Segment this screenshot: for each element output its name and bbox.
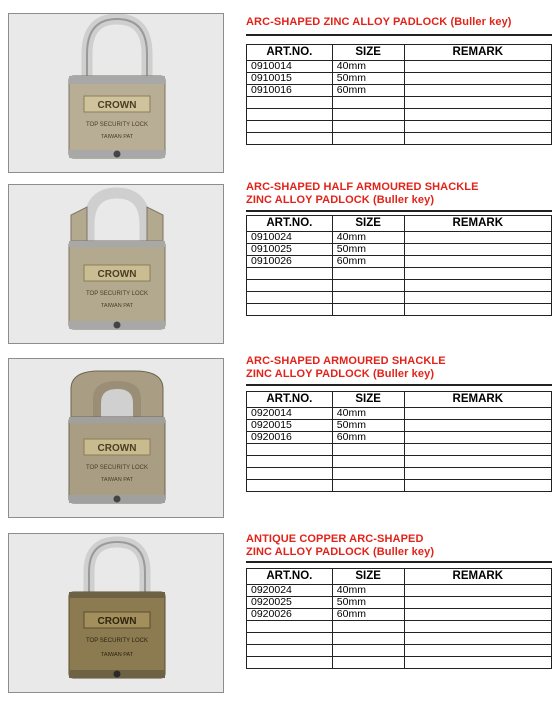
table-row — [247, 244, 552, 256]
table-header-row — [247, 569, 552, 585]
table-row — [247, 232, 552, 244]
remark-cell — [404, 585, 551, 597]
table-row — [247, 85, 552, 97]
title-line-1: ANTIQUE COPPER ARC-SHAPED — [246, 533, 424, 545]
header-remark: REMARK — [404, 569, 551, 585]
remark-cell — [404, 657, 551, 669]
spec-table — [246, 44, 552, 145]
svg-text:TAIWAN PAT: TAIWAN PAT — [100, 477, 134, 483]
title-line-2: ZINC ALLOY PADLOCK (Buller key) — [246, 546, 435, 558]
table-row — [247, 597, 552, 609]
art-no-cell — [247, 657, 333, 669]
table-row — [247, 73, 552, 85]
remark-cell — [404, 133, 551, 145]
table-header-row — [247, 216, 552, 232]
remark-cell — [404, 121, 551, 133]
art-no-cell — [247, 480, 333, 492]
table-row — [247, 480, 552, 492]
size-cell — [332, 633, 404, 645]
art-no-cell: 0920026 — [247, 609, 333, 621]
remark-cell — [404, 244, 551, 256]
art-no-cell — [247, 292, 333, 304]
art-no-cell — [247, 133, 333, 145]
svg-text:TAIWAN PAT: TAIWAN PAT — [100, 303, 134, 309]
size-cell: 50mm — [332, 420, 404, 432]
svg-text:TOP SECURITY LOCK: TOP SECURITY LOCK — [85, 122, 149, 128]
table-row — [247, 121, 552, 133]
svg-text:CROWN: CROWN — [97, 269, 137, 280]
remark-cell — [404, 456, 551, 468]
title-line-1: ARC-SHAPED ZINC ALLOY PADLOCK (Buller key) — [246, 16, 512, 28]
header-size: SIZE — [332, 392, 404, 408]
art-no-cell — [247, 444, 333, 456]
table-row — [247, 97, 552, 109]
svg-text:TOP SECURITY LOCK: TOP SECURITY LOCK — [85, 291, 149, 297]
table-row — [247, 408, 552, 420]
svg-text:TOP SECURITY LOCK: TOP SECURITY LOCK — [85, 465, 149, 471]
remark-cell — [404, 109, 551, 121]
size-cell — [332, 304, 404, 316]
table-row — [247, 133, 552, 145]
art-no-cell: 0910025 — [247, 244, 333, 256]
art-no-cell — [247, 268, 333, 280]
size-cell: 50mm — [332, 244, 404, 256]
art-no-cell: 0910014 — [247, 61, 333, 73]
size-cell — [332, 621, 404, 633]
product-title — [246, 16, 551, 29]
art-no-cell: 0910015 — [247, 73, 333, 85]
header-art-no: ART.NO. — [247, 216, 333, 232]
table-row — [247, 585, 552, 597]
title-line-2: ZINC ALLOY PADLOCK (Buller key) — [246, 368, 435, 380]
size-cell: 60mm — [332, 609, 404, 621]
art-no-cell: 0910026 — [247, 256, 333, 268]
remark-cell — [404, 61, 551, 73]
remark-cell — [404, 408, 551, 420]
product-title — [246, 533, 551, 559]
table-row — [247, 468, 552, 480]
product-title — [246, 355, 551, 381]
size-cell — [332, 109, 404, 121]
table-row — [247, 621, 552, 633]
art-no-cell: 0910024 — [247, 232, 333, 244]
remark-cell — [404, 232, 551, 244]
table-header-row — [247, 392, 552, 408]
remark-cell — [404, 420, 551, 432]
table-row — [247, 633, 552, 645]
padlock-image — [9, 185, 223, 343]
title-rule — [246, 34, 552, 36]
header-remark: REMARK — [404, 216, 551, 232]
svg-text:TAIWAN PAT: TAIWAN PAT — [100, 134, 134, 140]
art-no-cell — [247, 304, 333, 316]
size-cell: 40mm — [332, 61, 404, 73]
remark-cell — [404, 85, 551, 97]
art-no-cell: 0920025 — [247, 597, 333, 609]
art-no-cell — [247, 621, 333, 633]
remark-cell — [404, 432, 551, 444]
art-no-cell — [247, 633, 333, 645]
header-remark: REMARK — [404, 45, 551, 61]
title-rule — [246, 561, 552, 563]
size-cell: 50mm — [332, 597, 404, 609]
spec-table — [246, 215, 552, 316]
art-no-cell: 0920015 — [247, 420, 333, 432]
lock-brand-text: CROWN — [97, 100, 137, 111]
art-no-cell — [247, 109, 333, 121]
remark-cell — [404, 73, 551, 85]
remark-cell — [404, 597, 551, 609]
art-no-cell — [247, 97, 333, 109]
art-no-cell — [247, 280, 333, 292]
padlock-image — [9, 534, 223, 692]
title-line-2: ZINC ALLOY PADLOCK (Buller key) — [246, 194, 435, 206]
art-no-cell: 0910016 — [247, 85, 333, 97]
table-row — [247, 256, 552, 268]
remark-cell — [404, 97, 551, 109]
size-cell — [332, 121, 404, 133]
padlock-image — [9, 14, 223, 172]
remark-cell — [404, 609, 551, 621]
remark-cell — [404, 292, 551, 304]
header-art-no: ART.NO. — [247, 392, 333, 408]
size-cell: 40mm — [332, 232, 404, 244]
art-no-cell: 0920014 — [247, 408, 333, 420]
svg-text:CROWN: CROWN — [97, 443, 137, 454]
header-art-no: ART.NO. — [247, 569, 333, 585]
table-row — [247, 109, 552, 121]
table-row — [247, 420, 552, 432]
table-row — [247, 444, 552, 456]
table-row — [247, 292, 552, 304]
spec-table — [246, 391, 552, 492]
size-cell: 60mm — [332, 432, 404, 444]
art-no-cell — [247, 468, 333, 480]
size-cell — [332, 468, 404, 480]
svg-text:TOP SECURITY LOCK: TOP SECURITY LOCK — [85, 638, 149, 644]
art-no-cell — [247, 121, 333, 133]
art-no-cell — [247, 456, 333, 468]
size-cell — [332, 657, 404, 669]
table-row — [247, 609, 552, 621]
svg-text:CROWN: CROWN — [97, 616, 137, 627]
header-size: SIZE — [332, 45, 404, 61]
title-line-1: ARC-SHAPED HALF ARMOURED SHACKLE — [246, 181, 479, 193]
size-cell — [332, 97, 404, 109]
remark-cell — [404, 304, 551, 316]
size-cell: 40mm — [332, 585, 404, 597]
spec-table — [246, 568, 552, 669]
title-line-1: ARC-SHAPED ARMOURED SHACKLE — [246, 355, 446, 367]
size-cell: 40mm — [332, 408, 404, 420]
size-cell — [332, 480, 404, 492]
padlock-photo — [8, 533, 224, 693]
remark-cell — [404, 480, 551, 492]
table-header-row — [247, 45, 552, 61]
remark-cell — [404, 256, 551, 268]
remark-cell — [404, 645, 551, 657]
remark-cell — [404, 633, 551, 645]
table-row — [247, 268, 552, 280]
table-row — [247, 456, 552, 468]
size-cell — [332, 444, 404, 456]
art-no-cell: 0920024 — [247, 585, 333, 597]
table-row — [247, 432, 552, 444]
size-cell: 60mm — [332, 85, 404, 97]
remark-cell — [404, 621, 551, 633]
padlock-image — [9, 359, 223, 517]
size-cell — [332, 133, 404, 145]
table-row — [247, 657, 552, 669]
header-remark: REMARK — [404, 392, 551, 408]
table-row — [247, 645, 552, 657]
header-size: SIZE — [332, 216, 404, 232]
size-cell — [332, 280, 404, 292]
title-rule — [246, 384, 552, 386]
art-no-cell: 0920016 — [247, 432, 333, 444]
remark-cell — [404, 280, 551, 292]
header-size: SIZE — [332, 569, 404, 585]
header-art-no: ART.NO. — [247, 45, 333, 61]
product-title — [246, 181, 551, 207]
svg-text:TAIWAN PAT: TAIWAN PAT — [100, 652, 134, 658]
padlock-photo — [8, 184, 224, 344]
remark-cell — [404, 268, 551, 280]
padlock-photo — [8, 13, 224, 173]
size-cell — [332, 645, 404, 657]
art-no-cell — [247, 645, 333, 657]
table-row — [247, 61, 552, 73]
size-cell — [332, 292, 404, 304]
table-row — [247, 280, 552, 292]
remark-cell — [404, 468, 551, 480]
size-cell: 50mm — [332, 73, 404, 85]
padlock-photo — [8, 358, 224, 518]
size-cell: 60mm — [332, 256, 404, 268]
size-cell — [332, 268, 404, 280]
size-cell — [332, 456, 404, 468]
table-row — [247, 304, 552, 316]
title-rule — [246, 210, 552, 212]
remark-cell — [404, 444, 551, 456]
